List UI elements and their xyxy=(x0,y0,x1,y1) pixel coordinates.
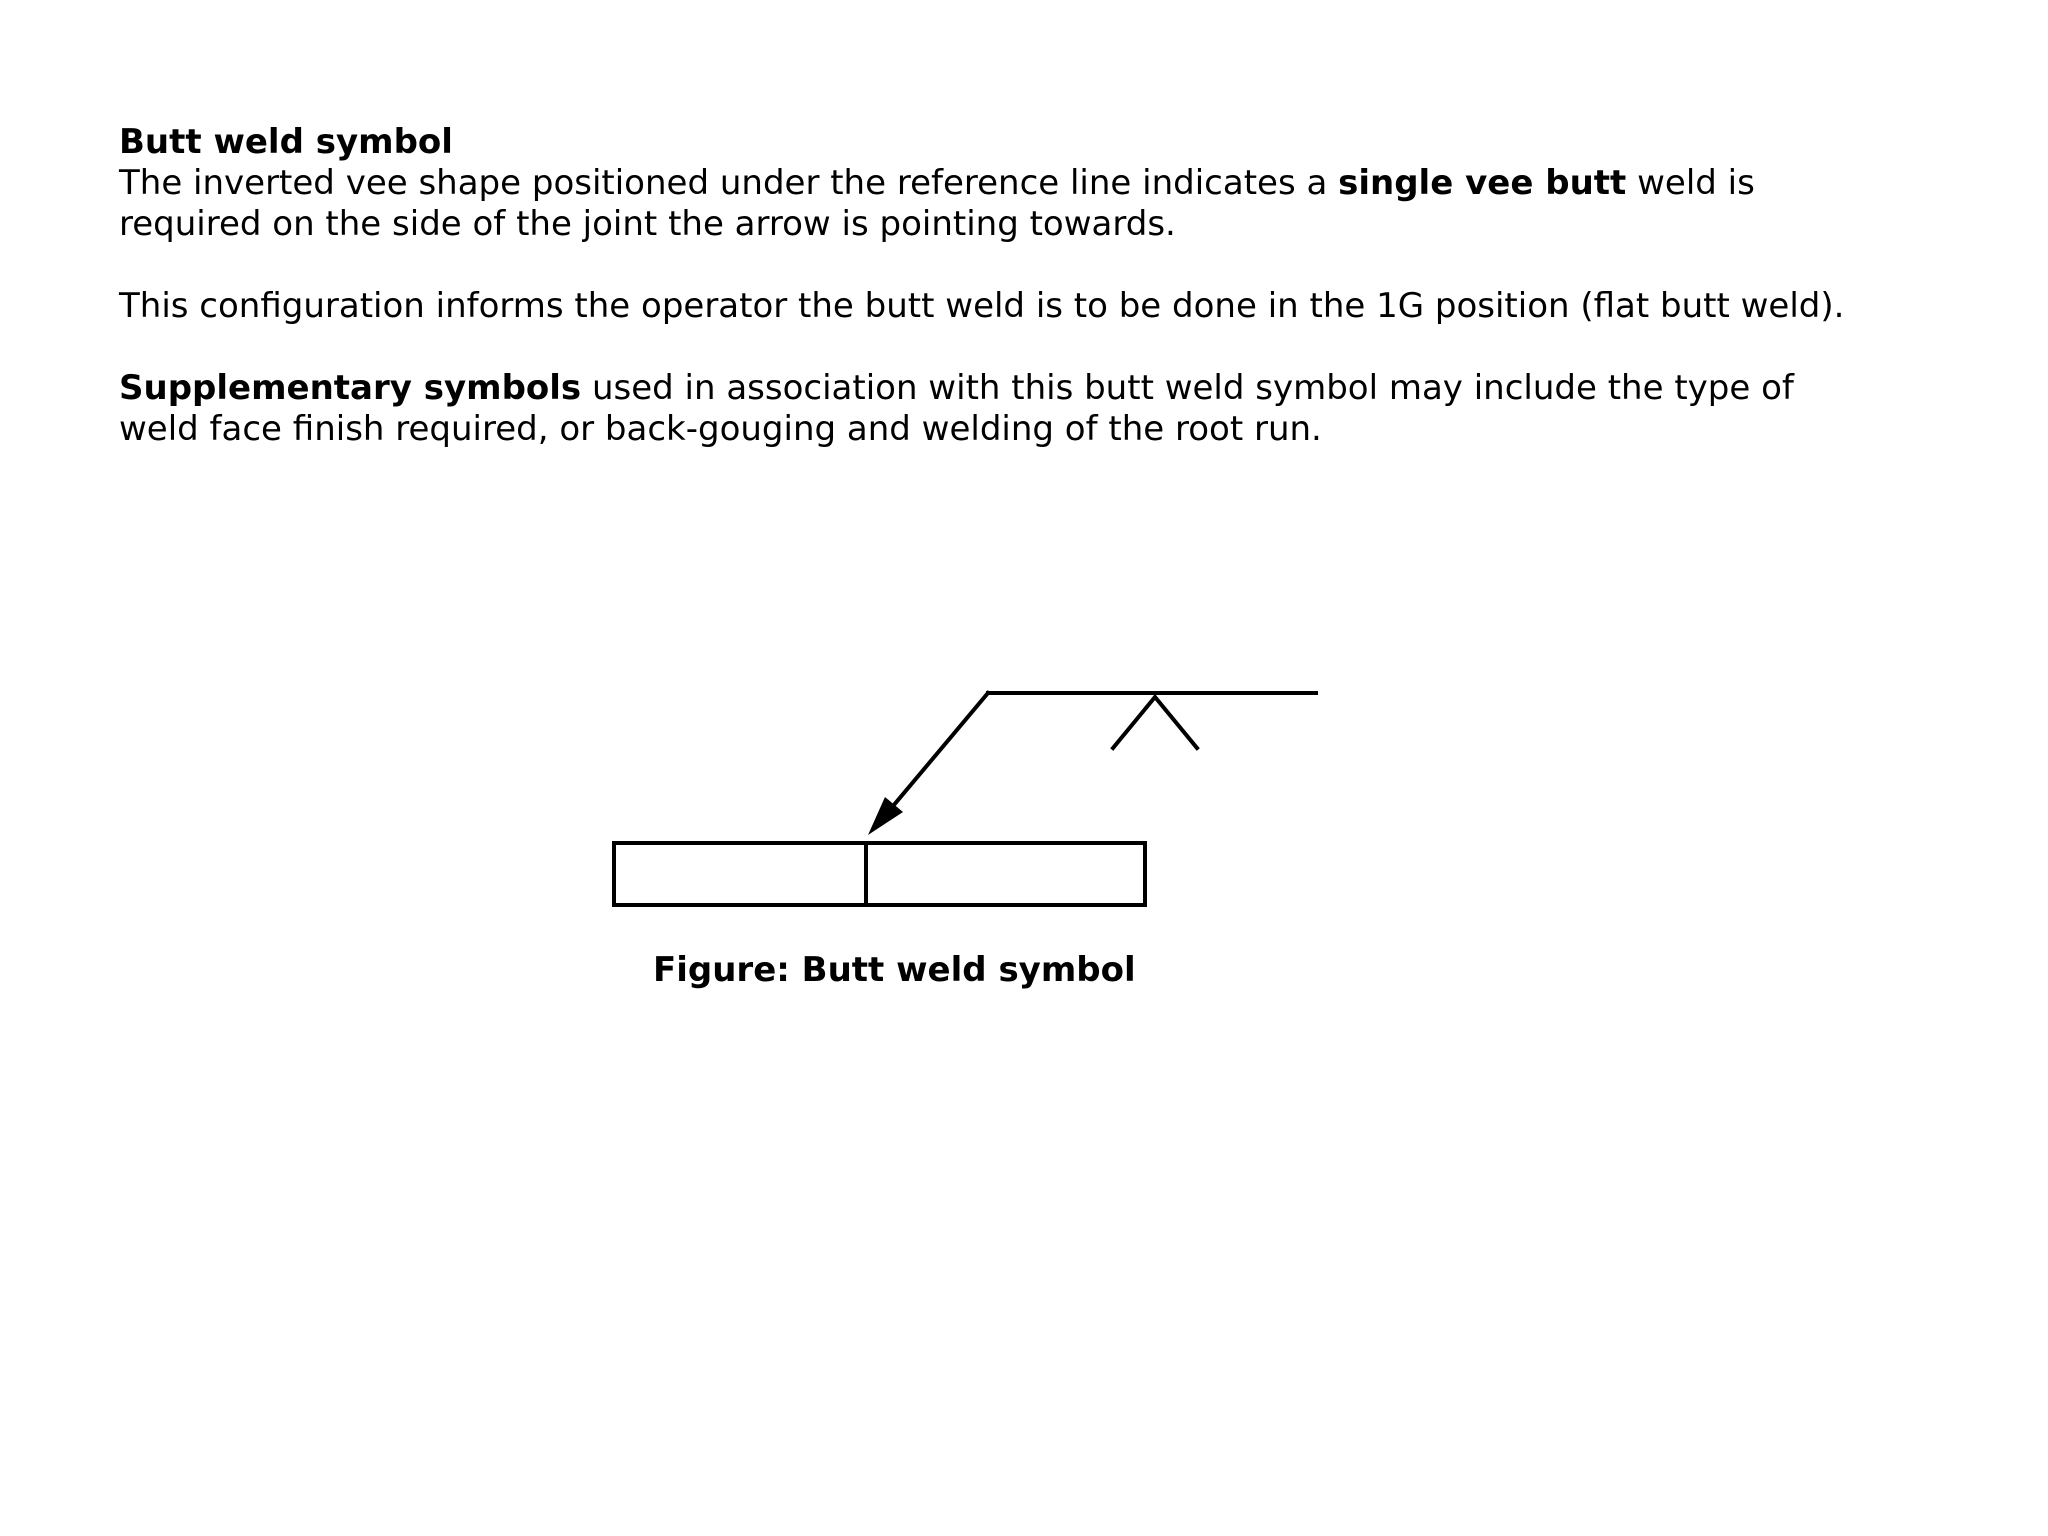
paragraph-3-text-after: used in association with this butt weld symbol may include the type of weld face finish required, or back-gouging and welding of the root run. xyxy=(119,368,1794,449)
section-heading: Butt weld symbol xyxy=(119,122,453,162)
figure-caption: Figure: Butt weld symbol xyxy=(653,950,1136,990)
arrow-leader-line xyxy=(893,693,988,806)
workpiece-plate-left xyxy=(614,843,866,905)
paragraph-1-text-before: The inverted vee shape positioned under the reference line indicates a xyxy=(119,163,1339,203)
paragraph-3-bold-term: Supplementary symbols xyxy=(119,368,582,408)
workpiece-plate-right xyxy=(866,843,1145,905)
paragraph-2: This configuration informs the operator the butt weld is to be done in the 1G position (flat butt weld). xyxy=(119,286,1845,326)
single-vee-weld-symbol xyxy=(1113,697,1197,748)
paragraph-1-bold-term: single vee butt xyxy=(1338,163,1627,203)
paragraph-1-text-after: weld is required on the side of the joint the arrow is pointing towards. xyxy=(119,163,1755,244)
